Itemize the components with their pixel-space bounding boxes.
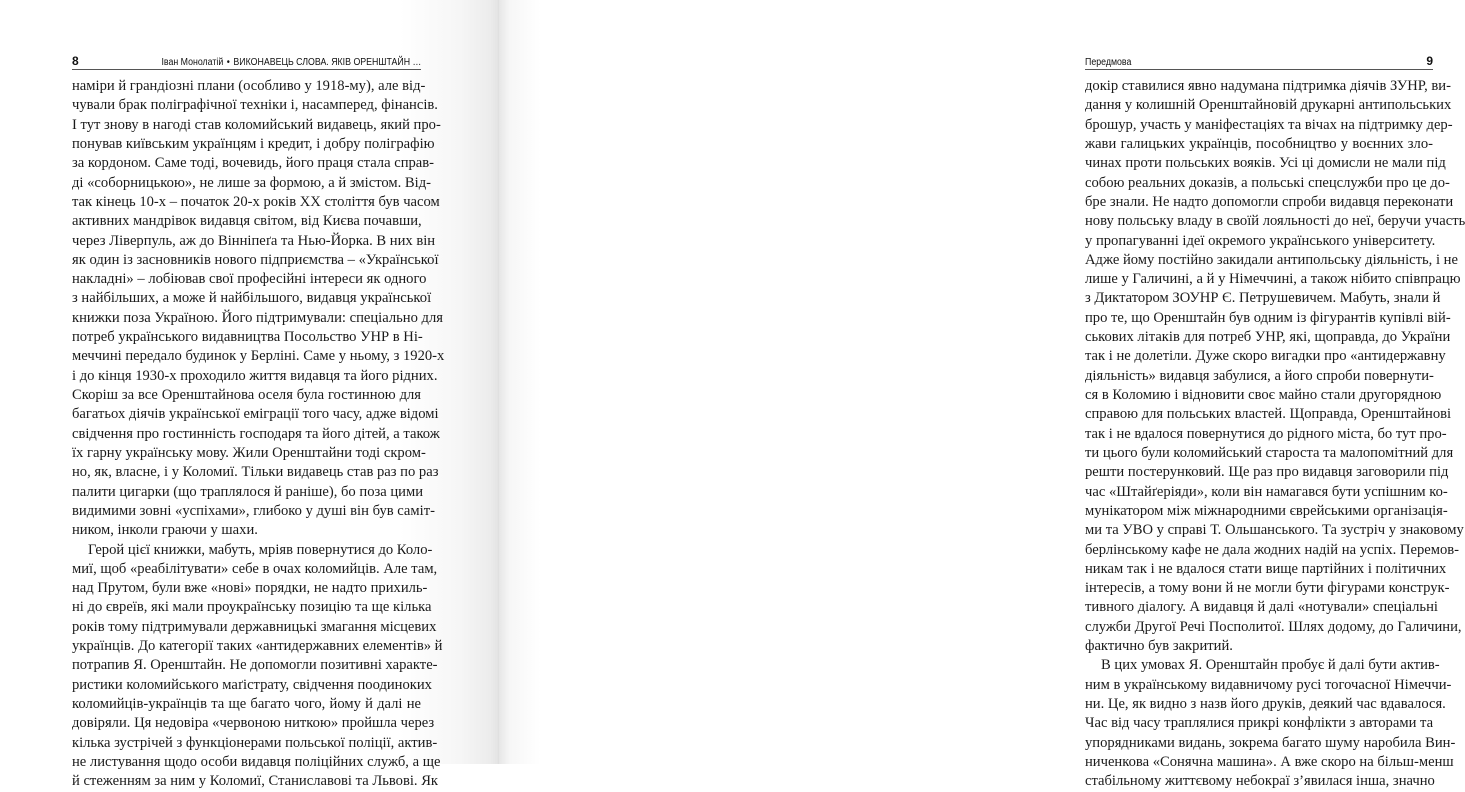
text-line: жави галицьких українців, пособництво у воєнних зло- (1085, 135, 1433, 152)
text-line: потреб українського видавництва Посольство УНР в Ні- (72, 329, 423, 346)
text-line: потрапив Я. Оренштайн. Не допомогли позитивні характе- (72, 657, 438, 674)
text-line: берлінському кафе не дала жодних надій на успіх. Перемов- (1085, 541, 1459, 558)
text-line: над Прутом, були вже «нові» порядки, не надто прихиль- (72, 580, 428, 597)
text-line: служби Другої Речі Посполитої. Шлях додому, до Галичини, (1085, 618, 1462, 635)
text-line: Скоріш за все Оренштайнова оселя була гостинною для (72, 387, 421, 403)
text-line: Час від часу траплялися прикрі конфлікти з авторами та (1085, 715, 1434, 732)
text-line: ся в Коломию і відновити своє майно стали другорядною (1085, 387, 1442, 403)
text-line: лише у Галичині, а й у Німеччині, а також нібито співпрацю (1085, 271, 1461, 288)
text-line: дання у колишній Оренштайновій друкарні антипольських (1085, 97, 1452, 114)
text-line: ни. Це, як видно з назв його друків, деякий час вдавалося. (1085, 696, 1446, 712)
text-line: миї, щоб «реабілітувати» себе в очах коломийців. Але там, (72, 560, 438, 577)
left-page (0, 0, 500, 790)
right-running-head (1085, 52, 1433, 70)
text-line: собою реальних доказів, а польські спецслужби про це до- (1085, 174, 1450, 191)
text-line: так кінець 10-х – початок 20-х років XX століття був часом (72, 193, 440, 210)
text-line: справою для польських властей. Щоправда, Оренштайнові (1085, 406, 1452, 423)
text-line: не листування щодо особи видавця поліційних служб, а ще (72, 753, 441, 770)
text-line: багатьох діячів української еміграції того часу, адже відомі (72, 406, 439, 423)
text-line: І тут знову в нагоді став коломийський видавець, який про- (72, 116, 441, 133)
text-line: бре знали. Не надто допомогли спроби видавця переконати (1085, 193, 1454, 210)
text-line: ді «соборницькою», не лише за формою, а й змістом. Від- (72, 174, 432, 191)
right-body-text (1085, 77, 1465, 792)
text-line: так і не вдалося повернутися до рідного міста, бо тут про- (1085, 425, 1447, 442)
paragraph-first-line: Герой цієї книжки, мабуть, мріяв повернутися до Коло- (88, 541, 433, 558)
text-line: чинах проти польських вояків. Усі ці домисли не мали під (1085, 155, 1446, 172)
text-line: нову польську владу в своїй лояльності до неї, беручи участь (1085, 213, 1465, 230)
text-line: довіряли. Ця недовіра «червоною ниткою» пройшла через (72, 715, 435, 732)
text-line: книжки поза Україною. Його підтримували: спеціально для (72, 309, 443, 326)
text-line: як один із засновників нового підприємства – «Української (72, 251, 439, 268)
running-head-title (161, 57, 421, 68)
text-line: стабільному життєвому небокраї з’явилася інша, значно (1085, 773, 1435, 790)
text-line: за кордоном. Саме тоді, вочевидь, його праця стала справ- (72, 155, 435, 172)
text-line: ми та УВО у справі Т. Ольшанського. Та зустріч у знаковому (1085, 522, 1464, 539)
text-line: про те, що Оренштайн був одним із фігурантів купівлі вій- (1085, 309, 1451, 326)
running-head-section-title: Передмова (1085, 57, 1132, 68)
left-running-head (72, 52, 421, 70)
text-line: кілька зустрічей з функціонерами польської поліції, актив- (72, 734, 438, 751)
text-line: ти цього були коломийський староста та малопомітний для (1085, 444, 1454, 461)
text-line: решти постерунковий. Ще раз про видавця заговорили під (1085, 464, 1449, 481)
text-line: накладні» – лобіював свої професійні інтереси як одного (72, 271, 427, 288)
text-line: Адже йому постійно закидали антипольську діяльність, і не (1085, 251, 1458, 268)
text-line: ні до євреїв, які мали проукраїнську позицію та ще кілька (72, 599, 432, 616)
text-line: у пропагуванні ідеї окремого українського університету. (1085, 232, 1436, 249)
text-line: ниченкова «Сонячна машина». А вже скоро на більш-менш (1085, 753, 1454, 770)
text-line: їх гарну українську мову. Жили Оренштайни тоді скром- (72, 444, 426, 461)
text-line: ним в українському видавничому русі тогочасної Німеччи- (1085, 676, 1452, 693)
text-line: діяльність» видавця забулися, а його спроби повернути- (1085, 367, 1434, 384)
text-line: ристики коломийського маґістрату, свідчення поодиноких (72, 676, 432, 693)
text-line: і до кінця 1930-х проходило життя видавця та його рідних. (72, 367, 438, 384)
text-line: меччині передало будинок у Берліні. Саме у ньому, з 1920-х (72, 348, 445, 365)
text-line: через Ліверпуль, аж до Вінніпеґа та Нью-Йорка. В них він (72, 232, 436, 249)
text-line: докір ставилися явно надумана підтримка діячів ЗУНР, ви- (1085, 78, 1451, 94)
text-line: понував київським українцям і кредит, і добру поліграфію (72, 135, 435, 152)
text-line: коломийців-українців та ще багато чого, йому й далі не (72, 696, 421, 712)
text-line: фактично був закритий. (1085, 638, 1233, 655)
text-line: з Диктатором ЗОУНР Є. Петрушевичем. Мабуть, знали й (1085, 290, 1441, 307)
running-head-book-title: ВИКОНАВЕЦЬ СЛОВА. ЯКІВ ОРЕНШТАЙН … (233, 57, 421, 68)
text-line: українців. До категорії таких «антидержавних елементів» й (72, 638, 443, 655)
text-line: мунікатором між міжнародними єврейськими організація- (1085, 502, 1448, 519)
page-number: 9 (1426, 54, 1433, 68)
text-line: чували брак поліграфічної техніки і, насамперед, фінансів. (72, 97, 438, 114)
text-line: наміри й грандіозні плани (особливо у 1918-му), але від- (72, 78, 426, 94)
text-line: палити цигарки (що траплялося й раніше), бо поза цими (72, 483, 424, 500)
text-line: й стеженням за ним у Коломиї, Станиславові та Львові. Як (72, 773, 439, 790)
text-line: но, як, власне, і у Коломиї. Тільки видавець став раз по раз (72, 464, 439, 481)
text-line: років тому підтримували державницькі змагання місцевих (72, 618, 437, 635)
paragraph-first-line: В цих умовах Я. Оренштайн пробує й далі бути актив- (1101, 657, 1440, 674)
text-line: брошур, участь у маніфестаціях та вічах на підтримку дер- (1085, 116, 1453, 133)
running-head-separator: • (226, 57, 230, 68)
text-line: упорядниками видань, зокрема багато шуму наробила Вин- (1085, 734, 1456, 751)
text-line: видимими зовні «успіхами», глибоко у душі він був саміт- (72, 502, 435, 519)
page-number: 8 (72, 54, 79, 68)
text-line: інтересів, а тому вони й не могли бути фігурами конструк- (1085, 580, 1450, 597)
running-head-author: Іван Монолатій (161, 57, 223, 68)
text-line: час «Штайґеріяди», коли він намагався бути успішним ко- (1085, 483, 1448, 500)
text-line: активних мандрівок видавця світом, від Києва почавши, (72, 213, 422, 230)
text-line: з найбільших, а може й найбільшого, видавця української (72, 290, 432, 307)
right-page (500, 0, 1465, 790)
left-body-text (72, 77, 445, 792)
text-line: тивного діалогу. А видавця й далі «нотували» спеціальні (1085, 599, 1438, 616)
text-line: никам так і не вдалося стати вище партійних і політичних (1085, 560, 1447, 577)
text-line: свідчення про гостинність господаря та його дітей, а також (72, 425, 440, 442)
text-line: ником, інколи граючи у шахи. (72, 522, 258, 539)
text-line: ськових літаків для потреб УНР, які, щоправда, до України (1085, 329, 1451, 346)
text-line: так і не долетіли. Дуже скоро вигадки про «антидержавну (1085, 348, 1446, 365)
